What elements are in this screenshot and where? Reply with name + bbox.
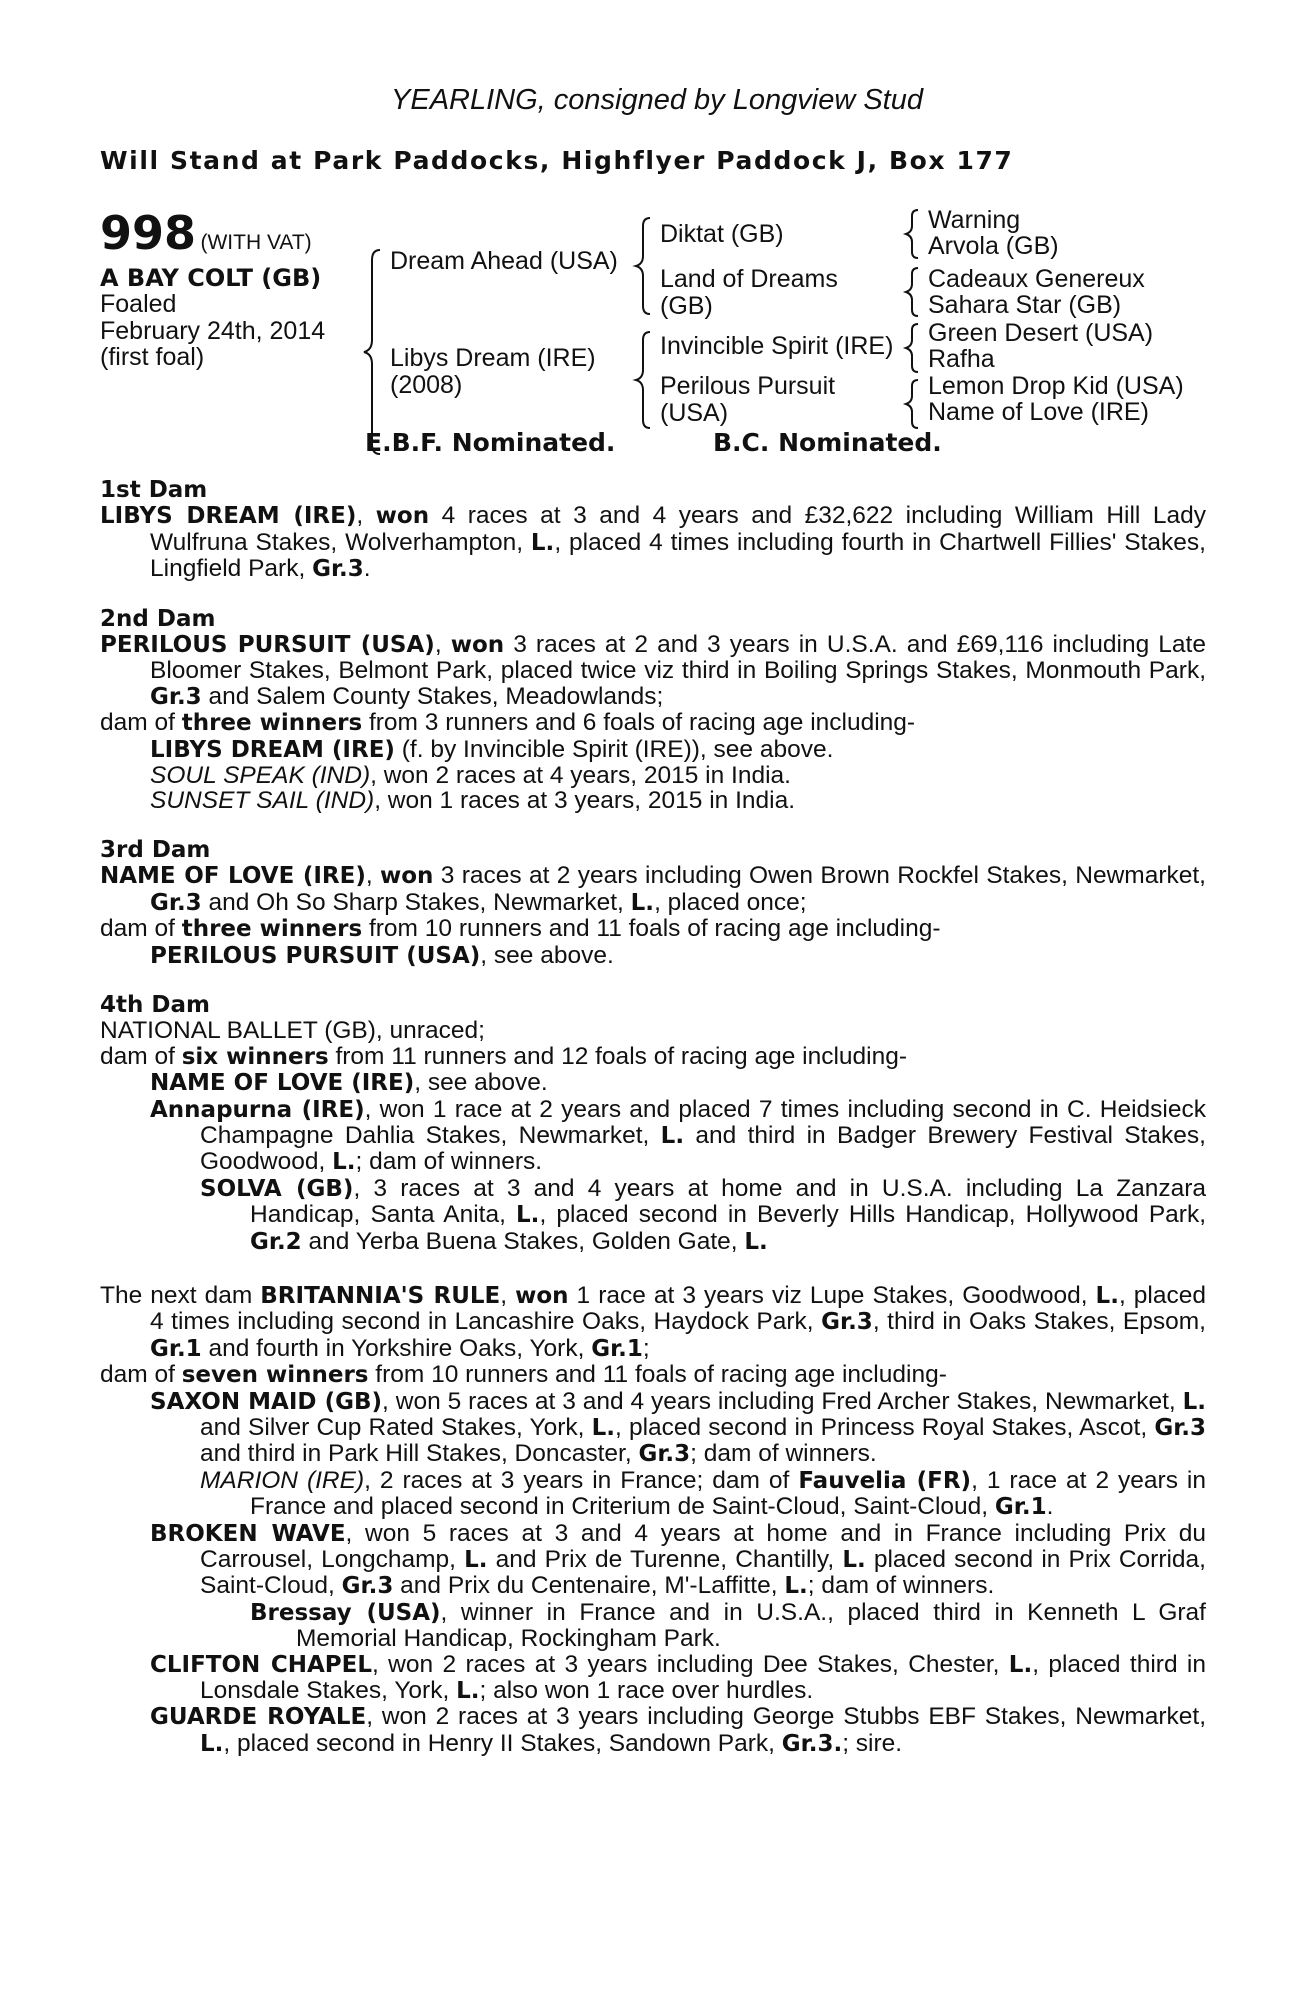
second-dam-foal-3: SUNSET SAIL (IND), won 1 races at 3 years, 2015 in India. <box>150 787 796 815</box>
fourth-dam-name: NATIONAL BALLET (GB), unraced; <box>100 1017 485 1045</box>
pedigree-sds: Cadeaux Genereux <box>928 265 1145 293</box>
third-dam-text: NAME OF LOVE (IRE), won 3 races at 2 years including Owen Brown Rockfel Stakes, Newmarket, Gr.3 and Oh So Sharp Stakes, Newmarket, L., placed once; <box>100 862 1206 916</box>
second-dam-text: PERILOUS PURSUIT (USA), won 3 races at 2 and 3 years in U.S.A. and £69,116 including Late Bloomer Stakes, Belmont Park, placed twice viz third in Boiling Springs Stakes, Monmouth Park, Gr.3 and Salem County Stakes, Meadowlands; <box>100 631 1206 710</box>
second-dam-produce-line: dam of three winners from 3 runners and 6 foals of racing age including- <box>100 709 916 737</box>
vat-note: (WITH VAT) <box>200 231 312 254</box>
ebf-nomination: E.B.F. Nominated. <box>365 428 616 457</box>
foaled-label: Foaled <box>100 290 177 318</box>
brace-gen3-c <box>906 324 918 372</box>
pedigree-sire-sire: Diktat (GB) <box>660 220 784 248</box>
pedigree-sss: Warning <box>928 206 1021 234</box>
third-dam-foal-1: PERILOUS PURSUIT (USA), see above. <box>150 941 614 969</box>
next-dam-foal-guarde-royale: GUARDE ROYALE, won 2 races at 3 years including George Stubbs EBF Stakes, Newmarket, L., placed second in Henry II Stakes, Sandown Park, Gr.3.; sire. <box>150 1703 1206 1757</box>
pedigree-sdd: Sahara Star (GB) <box>928 291 1122 319</box>
fourth-dam-produce-line: dam of six winners from 11 runners and 12 foals of racing age including- <box>100 1042 908 1070</box>
fourth-dam-foal-3: SOLVA (GB), 3 races at 3 and 4 years at home and in U.S.A. including La Zanzara Handicap, Santa Anita, L., placed second in Beverly Hills Handicap, Hollywood Park, Gr.2 and Yerba Buena Stakes, Golden Gate, L. <box>200 1174 1207 1255</box>
pedigree-dam-dam-line1: Perilous Pursuit <box>660 372 836 400</box>
pedigree-dsd: Rafha <box>928 345 995 373</box>
foaled-date: February 24th, 2014 <box>100 317 326 345</box>
brace-gen3-a <box>906 210 918 258</box>
third-dam-heading: 3rd Dam <box>100 836 211 863</box>
second-dam-foal-2: SOUL SPEAK (IND), won 2 races at 4 years, 2015 in India. <box>150 762 791 790</box>
pedigree-dss: Green Desert (USA) <box>928 319 1154 347</box>
first-dam-text: LIBYS DREAM (IRE), won 4 races at 3 and 4 years and £32,622 including William Hill Lady Wulfruna Stakes, Wolverhampton, L., placed 4 times including fourth in Chartwell Fillies' Stakes, Lingfield Park, Gr.3. <box>100 502 1206 583</box>
brace-gen3-d <box>906 380 918 428</box>
fourth-dam-heading: 4th Dam <box>100 991 210 1018</box>
next-dam-text: The next dam BRITANNIA'S RULE, won 1 race at 3 years viz Lupe Stakes, Goodwood, L., placed 4 times including second in Lancashire Oaks, Haydock Park, Gr.3, third in Oaks Stakes, Epsom, Gr.1 and fourth in Yorkshire Oaks, York, Gr.1; <box>100 1281 1206 1362</box>
pedigree-sire-dam-line1: Land of Dreams <box>660 265 838 293</box>
pedigree-ssd: Arvola (GB) <box>928 232 1059 260</box>
pedigree-dam-dam-line2: (USA) <box>660 399 729 427</box>
next-dam-foal-saxon-maid: SAXON MAID (GB), won 5 races at 3 and 4 years including Fred Archer Stakes, Newmarket, L. and Silver Cup Rated Stakes, York, L., placed second in Princess Royal Stakes, Ascot, Gr.3 and third in Park Hill Stakes, Doncaster, Gr.3; dam of winners. <box>150 1387 1206 1468</box>
stand-location: Will Stand at Park Paddocks, Highflyer Paddock J, Box 177 <box>100 146 1014 175</box>
first-dam-section <box>100 478 1206 583</box>
pedigree-dds: Lemon Drop Kid (USA) <box>928 372 1184 400</box>
pedigree-dam-line1: Libys Dream (IRE) <box>390 344 596 372</box>
first-foal-note: (first foal) <box>100 343 205 371</box>
brace-gen1 <box>364 250 380 454</box>
second-dam-foal-1: LIBYS DREAM (IRE) (f. by Invincible Spirit (IRE)), see above. <box>150 735 834 763</box>
next-dam-foal-broken-wave: BROKEN WAVE, won 5 races at 3 and 4 years at home and in France including Prix du Carrousel, Longchamp, L. and Prix de Turenne, Chantilly, L. placed second in Prix Corrida, Saint-Cloud, Gr.3 and Prix du Centenaire, M'-Laffitte, L.; dam of winners. <box>150 1519 1206 1600</box>
fourth-dam-foal-1: NAME OF LOVE (IRE), see above. <box>150 1069 548 1097</box>
brace-gen2-dam <box>636 332 650 428</box>
fourth-dam-foal-2: Annapurna (IRE), won 1 race at 2 years and placed 7 times including second in C. Heidsieck Champagne Dahlia Stakes, Newmarket, L. and third in Badger Brewery Festival Stakes, Goodwood, L.; dam of winners. <box>150 1095 1206 1176</box>
pedigree-dam-line2: (2008) <box>390 371 463 399</box>
pedigree-sire: Dream Ahead (USA) <box>390 247 618 275</box>
page-title: YEARLING, consigned by Longview Stud <box>391 84 923 116</box>
brace-gen3-b <box>906 268 918 316</box>
lot-number: 998 <box>100 206 197 260</box>
next-dam-foal-bressay: Bressay (USA), winner in France and in U.S.A., placed third in Kenneth L Graf Memorial Handicap, Rockingham Park. <box>250 1598 1206 1653</box>
catalogue-body <box>100 478 1206 1757</box>
third-dam-produce-line: dam of three winners from 10 runners and 11 foals of racing age including- <box>100 915 941 943</box>
pedigree-ddd: Name of Love (IRE) <box>928 398 1149 426</box>
next-dam-produce-line: dam of seven winners from 10 runners and 11 foals of racing age including- <box>100 1361 947 1389</box>
second-dam-section <box>100 607 1206 814</box>
third-dam-section <box>100 838 1206 969</box>
second-dam-heading: 2nd Dam <box>100 605 216 632</box>
next-dam-foal-marion: MARION (IRE), 2 races at 3 years in France; dam of Fauvelia (FR), 1 race at 2 years in France and placed second in Criterium de Saint-Cloud, Saint-Cloud, Gr.1. <box>200 1466 1206 1521</box>
next-dam-foal-clifton-chapel: CLIFTON CHAPEL, won 2 races at 3 years including Dee Stakes, Chester, L., placed third in Lonsdale Stakes, York, L.; also won 1 race over hurdles. <box>150 1650 1207 1705</box>
bc-nomination: B.C. Nominated. <box>713 428 942 457</box>
pedigree-dam-sire: Invincible Spirit (IRE) <box>660 332 894 360</box>
brace-gen2-sire <box>636 218 650 314</box>
lot-name: A BAY COLT (GB) <box>100 264 322 292</box>
next-dam-section <box>100 1283 1206 1757</box>
fourth-dam-section <box>100 993 1206 1255</box>
pedigree-sire-dam-line2: (GB) <box>660 292 713 320</box>
first-dam-heading: 1st Dam <box>100 477 208 503</box>
